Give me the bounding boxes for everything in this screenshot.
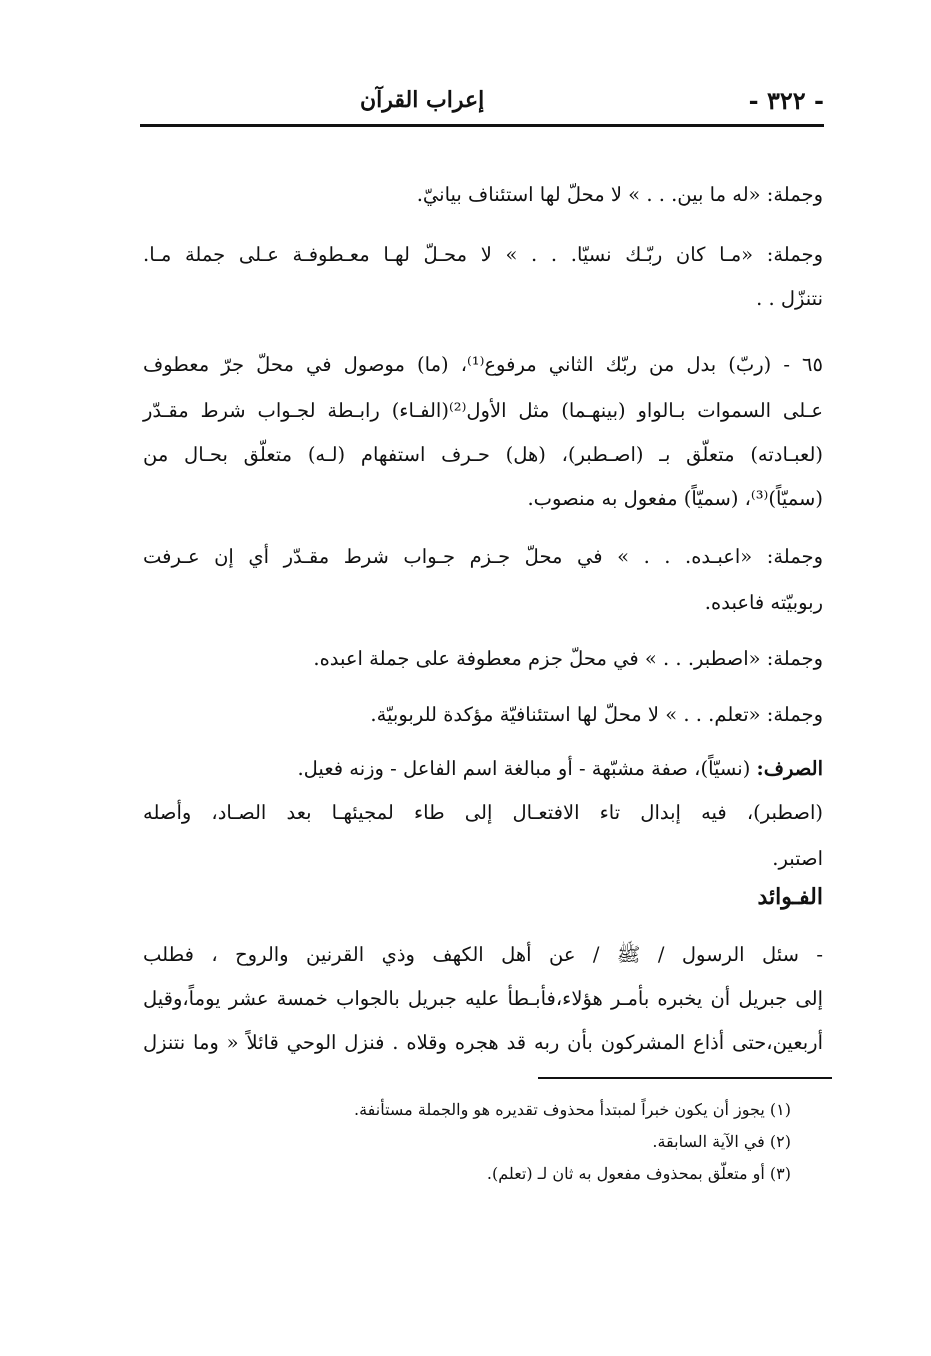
footnote: (٣) أو متعلّق بمحذوف مفعول به ثان لـ (تعلم). (486, 1164, 791, 1183)
text-line: إلى جبريل أن يخبره بأمـر هؤلاء،فأبـطأ عليه جبريل بالجواب خمسة عشر يوماً،وقيل (143, 987, 823, 1010)
text-line: عـلى السموات بـالواو (بينهـما) مثل الأول⁽²⁾(الفـاء) رابـطة لجـواب شرط مقـدّر (143, 399, 823, 422)
text-line (297, 754, 823, 784)
text-line: وجملة: «له ما بين. . . » لا محلّ لها استئناف بيانيّ. (416, 183, 823, 206)
text-line: وجملة: «اعبـده. . . » في محلّ جـزم جـواب شرط مقـدّر أي إن عـرفت (143, 545, 823, 568)
text-line: (اصطبر)، فيه إبدال تاء الافتعـال إلى طاء لمجيئهـا بعد الصـاد، وأصله (143, 801, 823, 824)
section-heading: الفـوائد (757, 884, 823, 910)
text-line: وجملة: «اصطبر. . . » في محلّ جزم معطوفة على جملة اعبده. (313, 647, 823, 670)
verse-number-line: ٦٥ - (ربّ) بدل من ربّك الثاني مرفوع⁽¹⁾، (ما) موصول في محلّ جرّ معطوف (143, 353, 823, 376)
sarf-label: الصرف: (756, 757, 823, 780)
book-title: إعراب القرآن (360, 87, 485, 113)
sarf-text: (نسيّاً)، صفة مشبّهة - أو مبالغة اسم الفاعل - وزنه فعيل. (297, 757, 757, 780)
text-line: وجملة: «تعلم. . . » لا محلّ لها استئنافيّة مؤكدة للربوبيّة. (370, 703, 823, 726)
text-line: (سميّاً)⁽³⁾، (سميّاً) مفعول به منصوب. (527, 487, 823, 510)
text-line: (لعبـادته) متعلّق بـ (اصـطبر)، (هل) حـرف استفهام (لـه) متعلّق بحـال من (143, 443, 823, 466)
text-line: اصتبر. (772, 847, 823, 870)
text-line: ربوبيّته فاعبده. (704, 591, 823, 614)
footnote: (٢) في الآية السابقة. (652, 1132, 791, 1151)
footnote: (١) يجوز أن يكون خبراً لمبتدأ محذوف تقديره هو والجملة مستأنفة. (353, 1100, 791, 1119)
page-number: - ٣٢٢ - (748, 85, 824, 115)
text-line: - سئل الرسول / ﷺ / عن أهل الكهف وذي القرنين والروح ، فطلب (143, 943, 823, 966)
text-line: نتنزّل . . (756, 287, 823, 310)
header-rule (140, 124, 824, 127)
page-header (140, 80, 824, 120)
footnote-rule (538, 1077, 832, 1079)
text-line: أربعين،حتى أذاع المشركون بأن ربه قد هجره وقلاه . فنزل الوحي قائلاً « وما نتنزل (143, 1031, 823, 1054)
text-line: وجملة: «مـا كان ربّـك نسيّا. . . » لا محـلّ لهـا معـطوفـة عـلى جملة مـا. (143, 243, 823, 266)
